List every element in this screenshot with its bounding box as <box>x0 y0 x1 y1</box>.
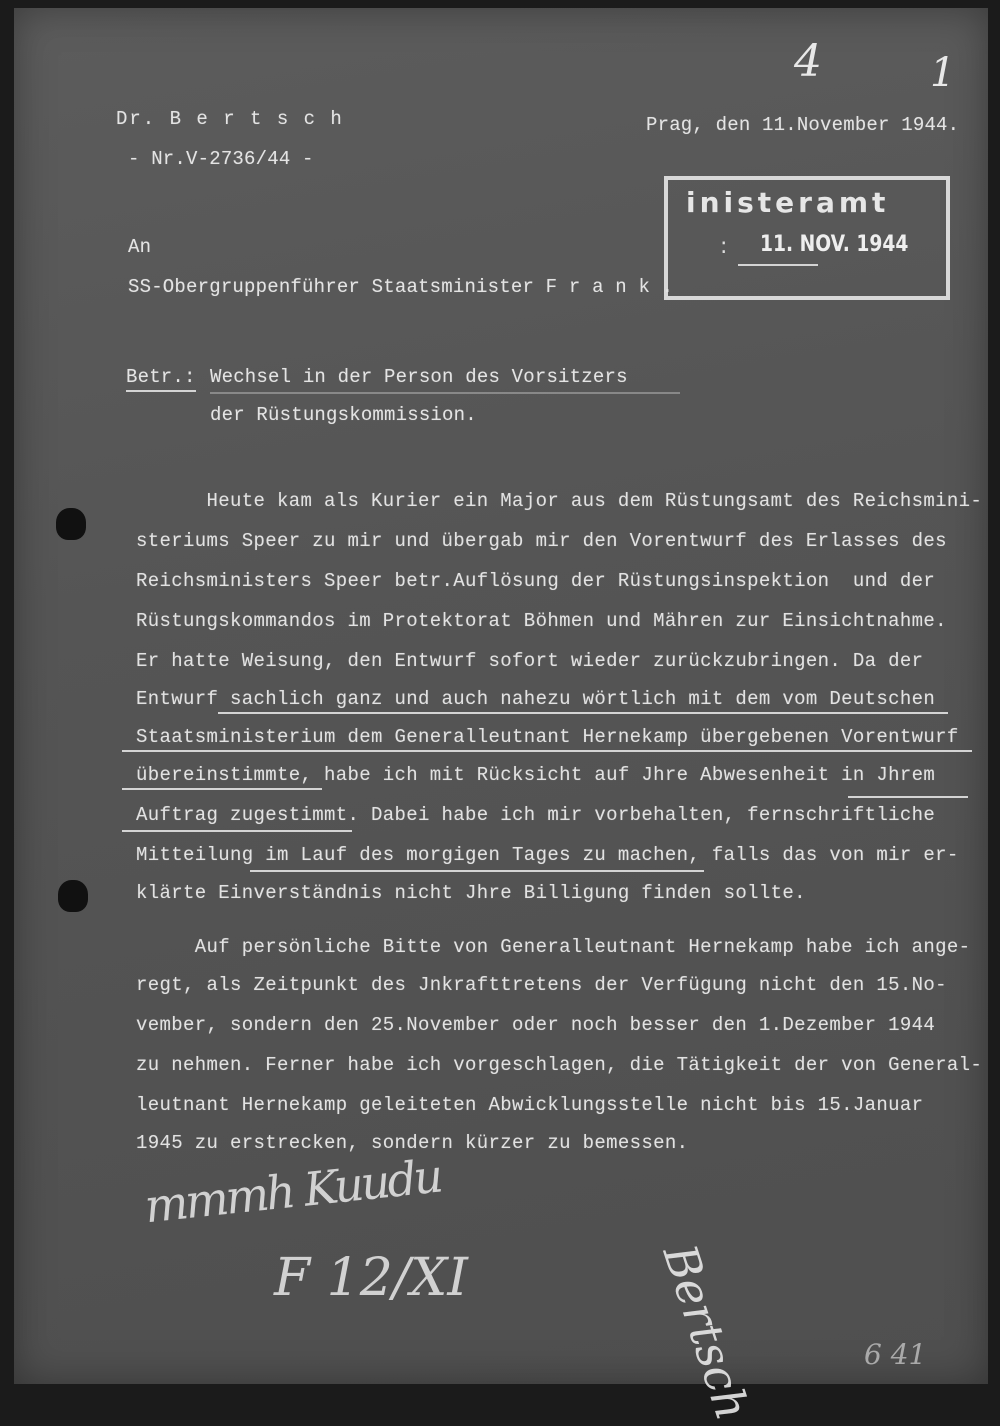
text-line: leutnant Hernekamp geleiteten Abwicklungsstelle nicht bis 15.Januar <box>136 1094 924 1116</box>
handwritten-underline <box>122 750 972 752</box>
subject-line-2: der Rüstungskommission. <box>210 404 477 426</box>
handwritten-note: mmmh Kuudu <box>141 1148 443 1234</box>
handwritten-folio-number: 1 <box>930 50 956 96</box>
text-line: Auf persönliche Bitte von Generalleutnant Hernekamp habe ich ange- <box>136 936 971 958</box>
document-page <box>14 8 988 1426</box>
text-line: steriums Speer zu mir und übergab mir den Vorentwurf des Erlasses des <box>136 530 947 552</box>
reference-number: - Nr.V-2736/44 - <box>128 148 314 170</box>
handwritten-signature: Bertsch <box>652 1238 760 1426</box>
text-line: Er hatte Weisung, den Entwurf sofort wieder zurückzubringen. Da der <box>136 650 924 672</box>
text-line: Reichsministers Speer betr.Auflösung der Rüstungsinspektion und der <box>136 570 936 592</box>
text-line: übereinstimmte, habe ich mit Rücksicht auf Jhre Abwesenheit in Jhrem <box>136 764 936 786</box>
text-line: Rüstungskommandos im Protektorat Böhmen und Mähren zur Einsichtnahme. <box>136 610 947 632</box>
text-line: vember, sondern den 25.November oder noch besser den 1.Dezember 1944 <box>136 1014 936 1036</box>
text-line: klärte Einverständnis nicht Jhre Billigung finden sollte. <box>136 882 806 904</box>
text-line: Staatsministerium dem Generalleutnant Hernekamp übergebenen Vorentwurf <box>136 726 959 748</box>
place-and-date: Prag, den 11.November 1944. <box>646 114 960 136</box>
handwritten-underline <box>218 712 948 714</box>
handwritten-page-number: 4 <box>794 36 822 87</box>
subject-line-1: Wechsel in der Person des Vorsitzers <box>210 366 628 388</box>
text-line: 1945 zu erstrecken, sondern kürzer zu bemessen. <box>136 1132 689 1154</box>
recipient-an: An <box>128 236 152 258</box>
text-line: Mitteilung im Lauf des morgigen Tages zu machen, falls das von mir er- <box>136 844 959 866</box>
text-line: zu nehmen. Ferner habe ich vorgeschlagen, die Tätigkeit der von General- <box>136 1054 983 1076</box>
text-line: Auftrag zugestimmt. Dabei habe ich mir vorbehalten, fernschriftliche <box>136 804 936 826</box>
subject-label: Betr.: <box>126 366 196 388</box>
stamp-title: inisteramt <box>686 186 890 219</box>
handwritten-underline <box>122 788 322 790</box>
handwritten-underline <box>122 830 352 832</box>
handwritten-underline <box>848 796 968 798</box>
text-line: Entwurf sachlich ganz und auch nahezu wörtlich mit dem vom Deutschen <box>136 688 936 710</box>
recipient-name: SS-Obergruppenführer Staatsminister F r a n k . <box>128 276 674 298</box>
punch-hole <box>58 880 88 912</box>
subject-underline <box>210 392 680 394</box>
handwritten-underline <box>250 870 704 872</box>
subject-label-underline <box>126 390 196 392</box>
handwritten-initial-date: F 12/XI <box>274 1248 468 1308</box>
received-stamp <box>664 176 950 300</box>
sender-name: Dr. B e r t s c h <box>116 108 344 130</box>
punch-hole <box>56 508 86 540</box>
stamp-prefix: : <box>720 234 728 259</box>
stamp-date: 11. NOV. 1944 <box>760 232 909 257</box>
text-line: regt, als Zeitpunkt des Jnkrafttretens der Verfügung nicht den 15.No- <box>136 974 947 996</box>
handwritten-corner-mark: 6 41 <box>864 1338 927 1371</box>
text-line: Heute kam als Kurier ein Major aus dem Rüstungsamt des Reichsmini- <box>136 490 983 512</box>
stamp-underline <box>738 264 818 266</box>
